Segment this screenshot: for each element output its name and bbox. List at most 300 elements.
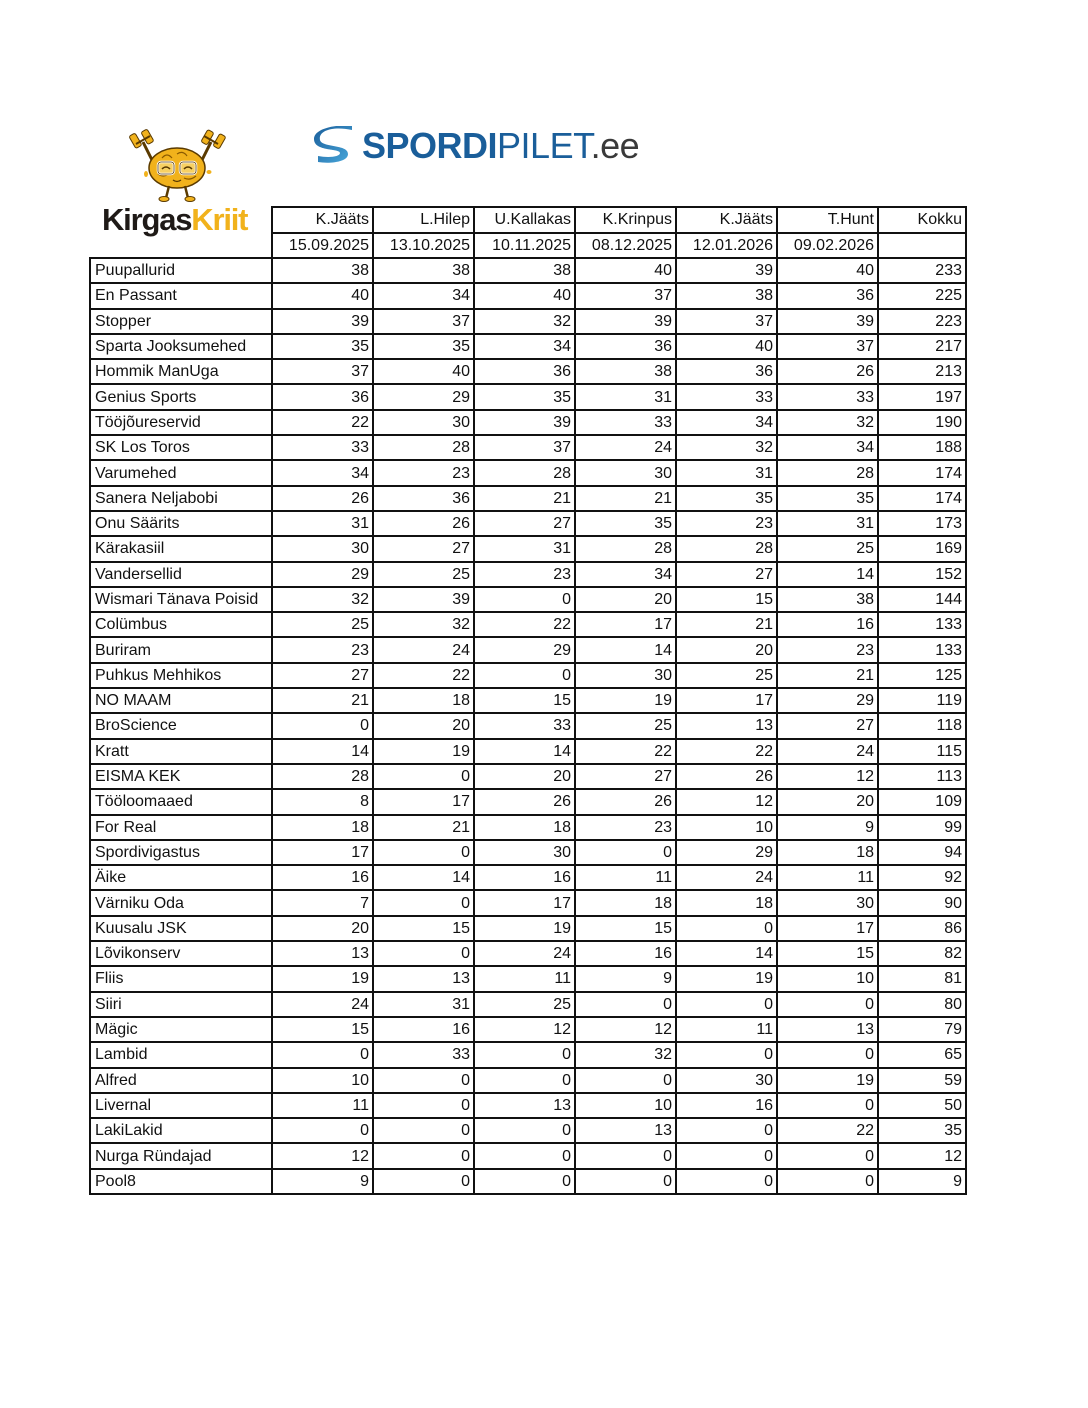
score-cell: 31 (777, 511, 878, 536)
score-cell: 0 (474, 1169, 575, 1194)
score-cell: 21 (676, 612, 777, 637)
total-cell: 144 (878, 587, 966, 612)
score-cell: 21 (373, 815, 474, 840)
team-name-cell: Sanera Neljabobi (90, 486, 272, 511)
score-cell: 0 (474, 1042, 575, 1067)
score-cell: 12 (777, 764, 878, 789)
table-row (90, 536, 966, 561)
score-cell: 0 (373, 1093, 474, 1118)
score-cell: 34 (373, 283, 474, 308)
score-cell: 17 (575, 612, 676, 637)
score-cell: 14 (777, 562, 878, 587)
score-cell: 39 (676, 258, 777, 283)
table-row (90, 1068, 966, 1093)
score-cell: 39 (575, 309, 676, 334)
spordipilet-wordmark (362, 124, 639, 168)
score-cell: 13 (575, 1118, 676, 1143)
total-cell: 223 (878, 309, 966, 334)
score-cell: 22 (272, 410, 373, 435)
table-row (90, 840, 966, 865)
table-row (90, 1042, 966, 1067)
score-cell: 28 (373, 435, 474, 460)
total-cell: 109 (878, 789, 966, 814)
score-cell: 18 (272, 815, 373, 840)
score-cell: 25 (676, 663, 777, 688)
score-cell: 0 (777, 1093, 878, 1118)
score-cell: 14 (272, 739, 373, 764)
score-cell: 16 (373, 1017, 474, 1042)
score-cell: 35 (272, 334, 373, 359)
score-cell: 0 (575, 1169, 676, 1194)
score-cell: 18 (474, 815, 575, 840)
score-cell: 15 (575, 916, 676, 941)
score-cell: 31 (676, 460, 777, 485)
table-row (90, 1093, 966, 1118)
total-cell: 113 (878, 764, 966, 789)
score-cell: 31 (575, 384, 676, 409)
column-host: K.Jääts (272, 207, 373, 233)
score-cell: 39 (777, 309, 878, 334)
total-cell: 233 (878, 258, 966, 283)
column-date: 12.01.2026 (676, 233, 777, 259)
brain-mascot-with-dumbbells-icon (122, 128, 232, 203)
score-cell: 9 (272, 1169, 373, 1194)
table-row (90, 713, 966, 738)
score-cell: 31 (272, 511, 373, 536)
score-cell: 39 (373, 587, 474, 612)
score-cell: 25 (272, 612, 373, 637)
score-cell: 19 (272, 966, 373, 991)
total-cell: 50 (878, 1093, 966, 1118)
score-cell: 24 (474, 941, 575, 966)
total-cell: 173 (878, 511, 966, 536)
score-cell: 10 (676, 815, 777, 840)
score-cell: 33 (373, 1042, 474, 1067)
score-cell: 32 (777, 410, 878, 435)
score-cell: 0 (777, 1169, 878, 1194)
total-cell: 115 (878, 739, 966, 764)
score-cell: 0 (676, 1042, 777, 1067)
score-cell: 0 (474, 1143, 575, 1168)
table-row (90, 612, 966, 637)
table-row (90, 486, 966, 511)
column-host: L.Hilep (373, 207, 474, 233)
score-cell: 15 (777, 941, 878, 966)
score-cell: 8 (272, 789, 373, 814)
score-cell: 11 (575, 865, 676, 890)
score-cell: 25 (474, 992, 575, 1017)
score-cell: 10 (777, 966, 878, 991)
column-date: 09.02.2026 (777, 233, 878, 259)
score-cell: 37 (373, 309, 474, 334)
score-cell: 36 (676, 359, 777, 384)
total-cell: 197 (878, 384, 966, 409)
score-cell: 14 (575, 637, 676, 662)
total-cell: 35 (878, 1118, 966, 1143)
team-name-cell: Tööjõureservid (90, 410, 272, 435)
score-cell: 0 (373, 890, 474, 915)
score-cell: 40 (575, 258, 676, 283)
score-cell: 14 (474, 739, 575, 764)
team-name-cell: Lambid (90, 1042, 272, 1067)
team-name-cell: Sparta Jooksumehed (90, 334, 272, 359)
score-cell: 31 (373, 992, 474, 1017)
column-host: K.Krinpus (575, 207, 676, 233)
total-cell: 9 (878, 1169, 966, 1194)
score-cell: 29 (676, 840, 777, 865)
column-date: 08.12.2025 (575, 233, 676, 259)
table-row (90, 992, 966, 1017)
total-cell: 169 (878, 536, 966, 561)
table-row (90, 789, 966, 814)
score-cell: 35 (575, 511, 676, 536)
team-name-cell: Kärakasiil (90, 536, 272, 561)
table-row (90, 637, 966, 662)
table-row (90, 941, 966, 966)
total-cell: 81 (878, 966, 966, 991)
score-cell: 34 (474, 334, 575, 359)
score-cell: 28 (676, 536, 777, 561)
score-cell: 16 (474, 865, 575, 890)
team-name-cell: Colümbus (90, 612, 272, 637)
column-total-header: Kokku (878, 207, 966, 233)
score-cell: 0 (474, 1118, 575, 1143)
team-name-cell: For Real (90, 815, 272, 840)
score-cell: 24 (777, 739, 878, 764)
team-name-cell: Tööloomaaed (90, 789, 272, 814)
score-cell: 38 (373, 258, 474, 283)
team-name-cell: Pool8 (90, 1169, 272, 1194)
score-cell: 17 (777, 916, 878, 941)
score-cell: 28 (777, 460, 878, 485)
table-row (90, 511, 966, 536)
score-cell: 23 (676, 511, 777, 536)
score-cell: 34 (676, 410, 777, 435)
score-cell: 38 (575, 359, 676, 384)
total-cell: 133 (878, 637, 966, 662)
score-cell: 12 (676, 789, 777, 814)
score-cell: 37 (777, 334, 878, 359)
score-cell: 25 (575, 713, 676, 738)
score-cell: 34 (575, 562, 676, 587)
header-blank-cell (90, 233, 272, 259)
table-row (90, 460, 966, 485)
score-cell: 13 (272, 941, 373, 966)
score-cell: 40 (272, 283, 373, 308)
score-cell: 16 (272, 865, 373, 890)
score-cell: 16 (777, 612, 878, 637)
score-cell: 0 (676, 992, 777, 1017)
total-cell: 119 (878, 688, 966, 713)
total-cell: 82 (878, 941, 966, 966)
score-cell: 17 (373, 789, 474, 814)
score-cell: 32 (676, 435, 777, 460)
total-cell: 152 (878, 562, 966, 587)
score-cell: 39 (272, 309, 373, 334)
score-cell: 19 (777, 1068, 878, 1093)
table-row (90, 916, 966, 941)
table-row (90, 1118, 966, 1143)
score-cell: 11 (777, 865, 878, 890)
score-cell: 24 (272, 992, 373, 1017)
total-cell: 92 (878, 865, 966, 890)
score-cell: 30 (777, 890, 878, 915)
score-cell: 14 (373, 865, 474, 890)
team-name-cell: Kuusalu JSK (90, 916, 272, 941)
score-cell: 38 (777, 587, 878, 612)
table-row (90, 410, 966, 435)
spordipilet-logo (314, 124, 640, 170)
table-row (90, 309, 966, 334)
team-name-cell: Stopper (90, 309, 272, 334)
column-date: 13.10.2025 (373, 233, 474, 259)
score-cell: 36 (272, 384, 373, 409)
score-cell: 40 (676, 334, 777, 359)
score-cell: 27 (575, 764, 676, 789)
score-cell: 12 (272, 1143, 373, 1168)
score-cell: 0 (373, 1118, 474, 1143)
table-row (90, 359, 966, 384)
score-cell: 9 (575, 966, 676, 991)
score-cell: 0 (474, 1068, 575, 1093)
team-name-cell: Vandersellid (90, 562, 272, 587)
score-cell: 29 (474, 637, 575, 662)
score-cell: 28 (272, 764, 373, 789)
team-name-cell: Spordivigastus (90, 840, 272, 865)
team-name-cell: Nurga Ründajad (90, 1143, 272, 1168)
score-cell: 37 (676, 309, 777, 334)
score-cell: 18 (373, 688, 474, 713)
score-cell: 30 (575, 460, 676, 485)
team-name-cell: Varumehed (90, 460, 272, 485)
score-cell: 12 (575, 1017, 676, 1042)
score-cell: 20 (272, 916, 373, 941)
score-cell: 40 (373, 359, 474, 384)
score-cell: 33 (575, 410, 676, 435)
score-cell: 0 (373, 1143, 474, 1168)
table-row (90, 815, 966, 840)
score-cell: 10 (272, 1068, 373, 1093)
team-name-cell: Genius Sports (90, 384, 272, 409)
total-cell: 133 (878, 612, 966, 637)
standings-table (89, 206, 967, 1195)
score-cell: 13 (777, 1017, 878, 1042)
score-cell: 35 (777, 486, 878, 511)
team-name-cell: Puupallurid (90, 258, 272, 283)
score-cell: 21 (777, 663, 878, 688)
score-cell: 26 (373, 511, 474, 536)
total-cell: 217 (878, 334, 966, 359)
score-cell: 0 (575, 840, 676, 865)
total-cell: 190 (878, 410, 966, 435)
total-cell: 59 (878, 1068, 966, 1093)
table-row (90, 890, 966, 915)
total-cell: 80 (878, 992, 966, 1017)
score-cell: 17 (474, 890, 575, 915)
score-cell: 0 (373, 941, 474, 966)
total-cell: 174 (878, 460, 966, 485)
total-cell: 174 (878, 486, 966, 511)
table-row (90, 688, 966, 713)
score-cell: 18 (575, 890, 676, 915)
score-cell: 32 (575, 1042, 676, 1067)
score-cell: 30 (575, 663, 676, 688)
table-row (90, 1169, 966, 1194)
score-cell: 21 (474, 486, 575, 511)
score-cell: 21 (272, 688, 373, 713)
score-cell: 0 (676, 1169, 777, 1194)
team-name-cell: Lõvikonserv (90, 941, 272, 966)
team-name-cell: Siiri (90, 992, 272, 1017)
table-row (90, 384, 966, 409)
score-cell: 27 (474, 511, 575, 536)
score-cell: 0 (575, 992, 676, 1017)
team-name-cell: Buriram (90, 637, 272, 662)
team-name-cell: Alfred (90, 1068, 272, 1093)
score-cell: 32 (474, 309, 575, 334)
total-cell: 188 (878, 435, 966, 460)
score-cell: 33 (676, 384, 777, 409)
score-cell: 22 (676, 739, 777, 764)
score-cell: 16 (575, 941, 676, 966)
score-cell: 20 (575, 587, 676, 612)
score-cell: 28 (474, 460, 575, 485)
score-cell: 33 (777, 384, 878, 409)
team-name-cell: Värniku Oda (90, 890, 272, 915)
score-cell: 32 (373, 612, 474, 637)
total-cell: 213 (878, 359, 966, 384)
score-cell: 18 (676, 890, 777, 915)
score-cell: 20 (474, 764, 575, 789)
score-cell: 0 (676, 1118, 777, 1143)
table-row (90, 258, 966, 283)
score-cell: 11 (272, 1093, 373, 1118)
score-cell: 18 (777, 840, 878, 865)
table-row (90, 764, 966, 789)
score-cell: 22 (373, 663, 474, 688)
score-cell: 27 (272, 663, 373, 688)
score-cell: 9 (777, 815, 878, 840)
score-cell: 36 (777, 283, 878, 308)
score-cell: 16 (676, 1093, 777, 1118)
table-row (90, 587, 966, 612)
score-cell: 34 (272, 460, 373, 485)
score-cell: 19 (474, 916, 575, 941)
host-header-row (90, 207, 966, 233)
total-cell: 79 (878, 1017, 966, 1042)
total-cell: 12 (878, 1143, 966, 1168)
score-cell: 0 (777, 1143, 878, 1168)
score-cell: 0 (272, 713, 373, 738)
score-cell: 13 (676, 713, 777, 738)
score-cell: 10 (575, 1093, 676, 1118)
column-host: U.Kallakas (474, 207, 575, 233)
score-cell: 0 (777, 1042, 878, 1067)
score-cell: 13 (474, 1093, 575, 1118)
score-cell: 17 (272, 840, 373, 865)
date-header-row (90, 233, 966, 259)
score-cell: 0 (373, 840, 474, 865)
score-cell: 14 (676, 941, 777, 966)
team-name-cell: Kratt (90, 739, 272, 764)
score-cell: 0 (272, 1118, 373, 1143)
score-cell: 22 (575, 739, 676, 764)
score-cell: 24 (575, 435, 676, 460)
score-cell: 12 (474, 1017, 575, 1042)
total-cell: 86 (878, 916, 966, 941)
score-cell: 0 (575, 1068, 676, 1093)
score-cell: 25 (777, 536, 878, 561)
total-cell: 118 (878, 713, 966, 738)
table-row (90, 283, 966, 308)
score-cell: 33 (272, 435, 373, 460)
team-name-cell: Fliis (90, 966, 272, 991)
table-row (90, 334, 966, 359)
score-cell: 29 (777, 688, 878, 713)
team-name-cell: BroScience (90, 713, 272, 738)
score-cell: 25 (373, 562, 474, 587)
score-cell: 0 (373, 1169, 474, 1194)
table-row (90, 562, 966, 587)
total-cell: 225 (878, 283, 966, 308)
score-cell: 37 (272, 359, 373, 384)
score-cell: 24 (676, 865, 777, 890)
score-cell: 22 (474, 612, 575, 637)
score-cell: 11 (474, 966, 575, 991)
score-cell: 13 (373, 966, 474, 991)
score-cell: 23 (474, 562, 575, 587)
score-cell: 23 (272, 637, 373, 662)
score-cell: 26 (676, 764, 777, 789)
team-name-cell: EISMA KEK (90, 764, 272, 789)
team-name-cell: LakiLakid (90, 1118, 272, 1143)
table-row (90, 1143, 966, 1168)
score-cell: 33 (474, 713, 575, 738)
score-cell: 37 (474, 435, 575, 460)
spordipilet-wordmark-tld: .ee (590, 125, 640, 166)
score-cell: 38 (676, 283, 777, 308)
team-name-cell: Mägic (90, 1017, 272, 1042)
score-cell: 0 (676, 1143, 777, 1168)
score-cell: 27 (373, 536, 474, 561)
score-cell: 27 (777, 713, 878, 738)
team-name-cell: Wismari Tänava Poisid (90, 587, 272, 612)
score-cell: 0 (676, 916, 777, 941)
score-cell: 30 (272, 536, 373, 561)
team-name-cell: En Passant (90, 283, 272, 308)
score-cell: 26 (575, 789, 676, 814)
score-cell: 27 (676, 562, 777, 587)
score-cell: 15 (272, 1017, 373, 1042)
score-cell: 40 (474, 283, 575, 308)
score-cell: 26 (474, 789, 575, 814)
table-row (90, 865, 966, 890)
score-cell: 0 (272, 1042, 373, 1067)
score-cell: 36 (474, 359, 575, 384)
score-cell: 26 (777, 359, 878, 384)
table-row (90, 966, 966, 991)
score-cell: 40 (777, 258, 878, 283)
column-host: T.Hunt (777, 207, 878, 233)
column-total-date-blank (878, 233, 966, 259)
score-cell: 38 (272, 258, 373, 283)
column-host: K.Jääts (676, 207, 777, 233)
score-cell: 35 (474, 384, 575, 409)
table-row (90, 1017, 966, 1042)
team-name-cell: Puhkus Mehhikos (90, 663, 272, 688)
score-cell: 19 (373, 739, 474, 764)
score-cell: 19 (575, 688, 676, 713)
